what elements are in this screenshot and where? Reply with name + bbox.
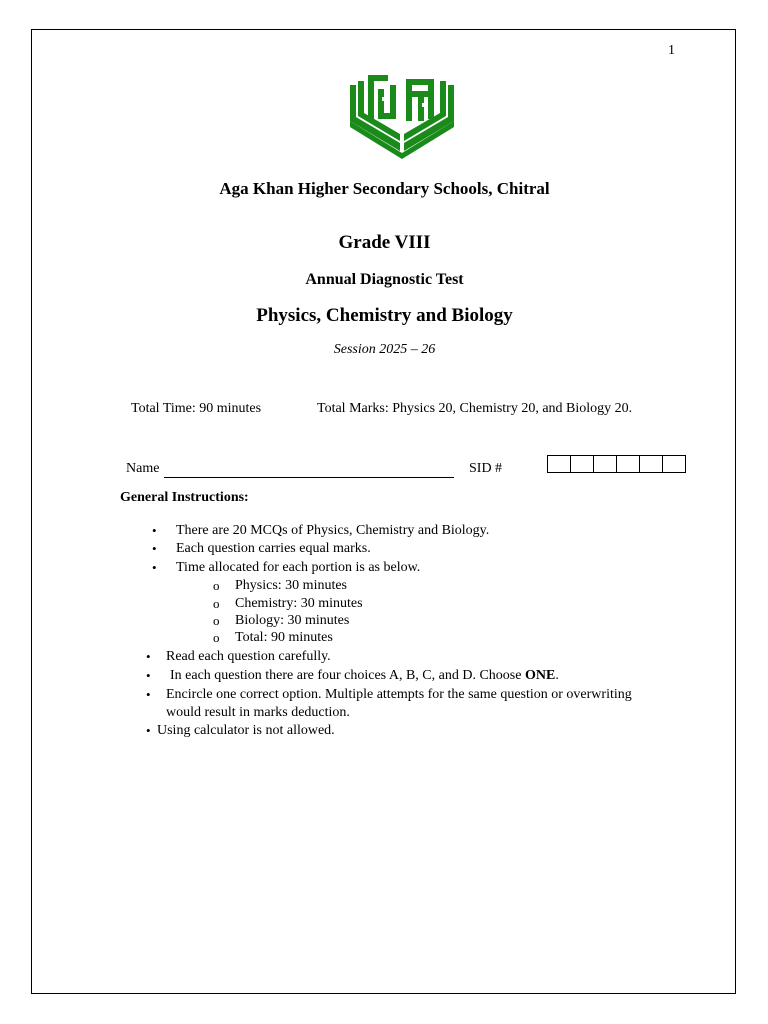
subjects-title: Physics, Chemistry and Biology (256, 305, 513, 326)
exam-page (31, 29, 736, 994)
session-label: Session 2025 – 26 (333, 342, 436, 357)
instruction-item: Read each question carefully. (166, 649, 331, 664)
bullet-icon: • (152, 541, 157, 556)
sub-bullet-icon: o (213, 613, 220, 628)
bullet-icon: • (146, 668, 151, 683)
sid-box[interactable] (570, 455, 594, 473)
sid-box[interactable] (547, 455, 571, 473)
sub-instruction-item: Total: 90 minutes (235, 630, 333, 645)
test-title: Annual Diagnostic Test (305, 271, 464, 288)
instruction-item: Each question carries equal marks. (176, 541, 371, 556)
sid-box[interactable] (593, 455, 617, 473)
bullet-icon: • (146, 649, 151, 664)
sid-box[interactable] (662, 455, 686, 473)
sid-box[interactable] (639, 455, 663, 473)
grade-title: Grade VIII (338, 232, 431, 253)
bullet-icon: • (152, 560, 157, 575)
bullet-icon: • (146, 687, 151, 702)
instruction-item: In each question there are four choices A, B, C, and D. Choose ONE. (170, 668, 559, 683)
sub-instruction-item: Physics: 30 minutes (235, 578, 348, 593)
bullet-icon: • (146, 723, 151, 738)
instruction-item: Using calculator is not allowed. (157, 723, 335, 738)
school-name: Aga Khan Higher Secondary Schools, Chitral (219, 179, 550, 198)
sub-instruction-item: Biology: 30 minutes (235, 613, 350, 628)
total-time: Total Time: 90 minutes (131, 401, 262, 416)
name-field[interactable] (164, 477, 454, 478)
instruction-item: There are 20 MCQs of Physics, Chemistry and Biology. (176, 523, 490, 538)
instruction-item-continued: would result in marks deduction. (166, 705, 350, 720)
instruction-item: Time allocated for each portion is as below. (176, 560, 421, 575)
sub-bullet-icon: o (213, 596, 220, 611)
bullet-icon: • (152, 523, 157, 538)
instruction-item: Encircle one correct option. Multiple attempts for the same question or overwriting (166, 687, 632, 702)
choose-one-word: ONE (524, 668, 556, 683)
total-marks: Total Marks: Physics 20, Chemistry 20, and Biology 20. (317, 401, 633, 416)
sid-box[interactable] (616, 455, 640, 473)
sid-label: SID # (469, 461, 503, 476)
sid-boxes[interactable] (548, 455, 686, 473)
sub-bullet-icon: o (213, 578, 220, 593)
school-logo-icon (348, 75, 456, 159)
sub-instruction-item: Chemistry: 30 minutes (235, 596, 363, 611)
page-number: 1 (668, 43, 675, 58)
name-label: Name (126, 461, 160, 476)
sub-bullet-icon: o (213, 630, 220, 645)
instructions-heading: General Instructions: (120, 490, 249, 505)
instruction-text: In each question there are four choices A, B, C, and D. Choose (170, 668, 522, 683)
